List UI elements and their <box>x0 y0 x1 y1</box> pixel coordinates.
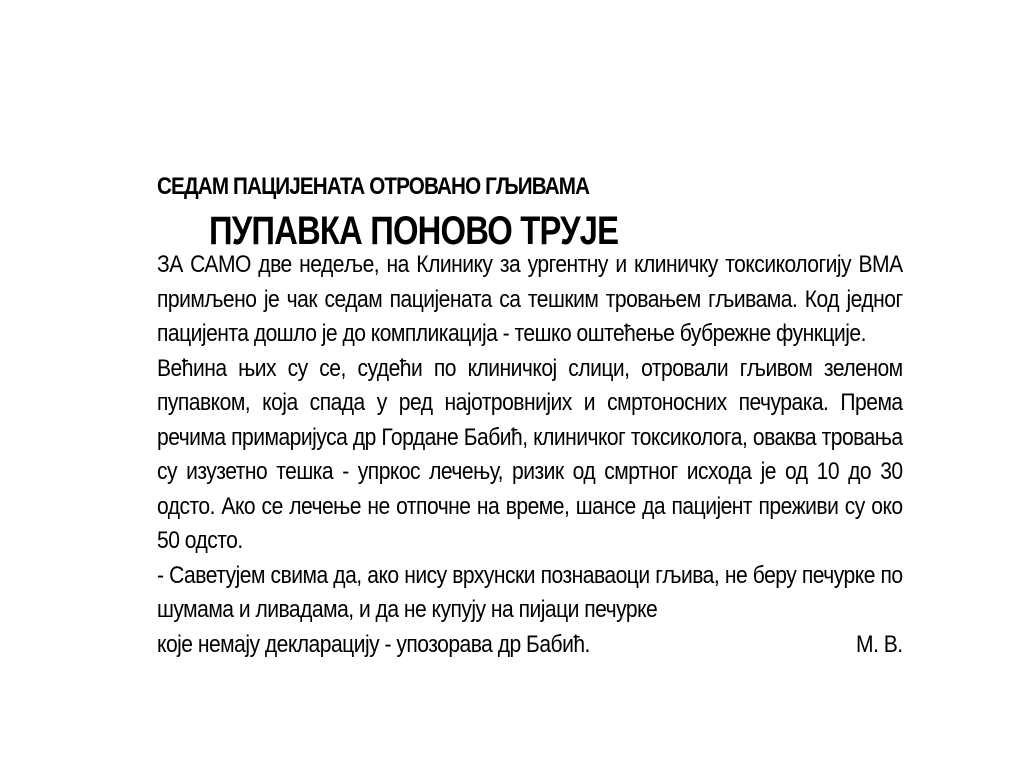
article <box>157 172 903 662</box>
article-headline: ПУПАВКА ПОНОВО ТРУЈЕ <box>209 209 619 253</box>
article-closing-line <box>157 628 903 663</box>
article-paragraph-2: Већина њих су се, судећи по клиничкој слици, отровали гљивом зеленом пупавком, која спада у ред најотровнијих и смртоносних печурака. Према речима примаријуса др Гордане Бабић, клиничког токсиколога, оваква тровања су изузетно тешка - упркос лечењу, ризик од смртног исхода је од 10 до 30 одсто. Ако се лечење не отпочне на време, шансе да пацијент преживи су око 50 одсто. <box>157 354 903 554</box>
article-body <box>157 248 903 662</box>
article-paragraph-1: ЗА САМО две недеље, на Клинику за ургентну и клиничку токсикологију ВМА примљено је чак седам пацијената са тешким тровањем гљивама. Код једног пацијента дошло је до компликација - тешко оштећење бубрежне функције. <box>157 251 903 347</box>
article-last-line: које немају декларацију - упозорава др Бабић. <box>157 630 590 658</box>
article-signature: М. В. <box>856 630 903 658</box>
article-kicker: СЕДАМ ПАЦИЈЕНАТА ОТРОВАНО ГЉИВАМА <box>157 173 590 200</box>
article-paragraph-3: - Саветујем свима да, ако нису врхунски познаваоци гљива, не беру печурке по шумама и ливадама, и да не купују на пијаци печурке <box>157 561 903 623</box>
